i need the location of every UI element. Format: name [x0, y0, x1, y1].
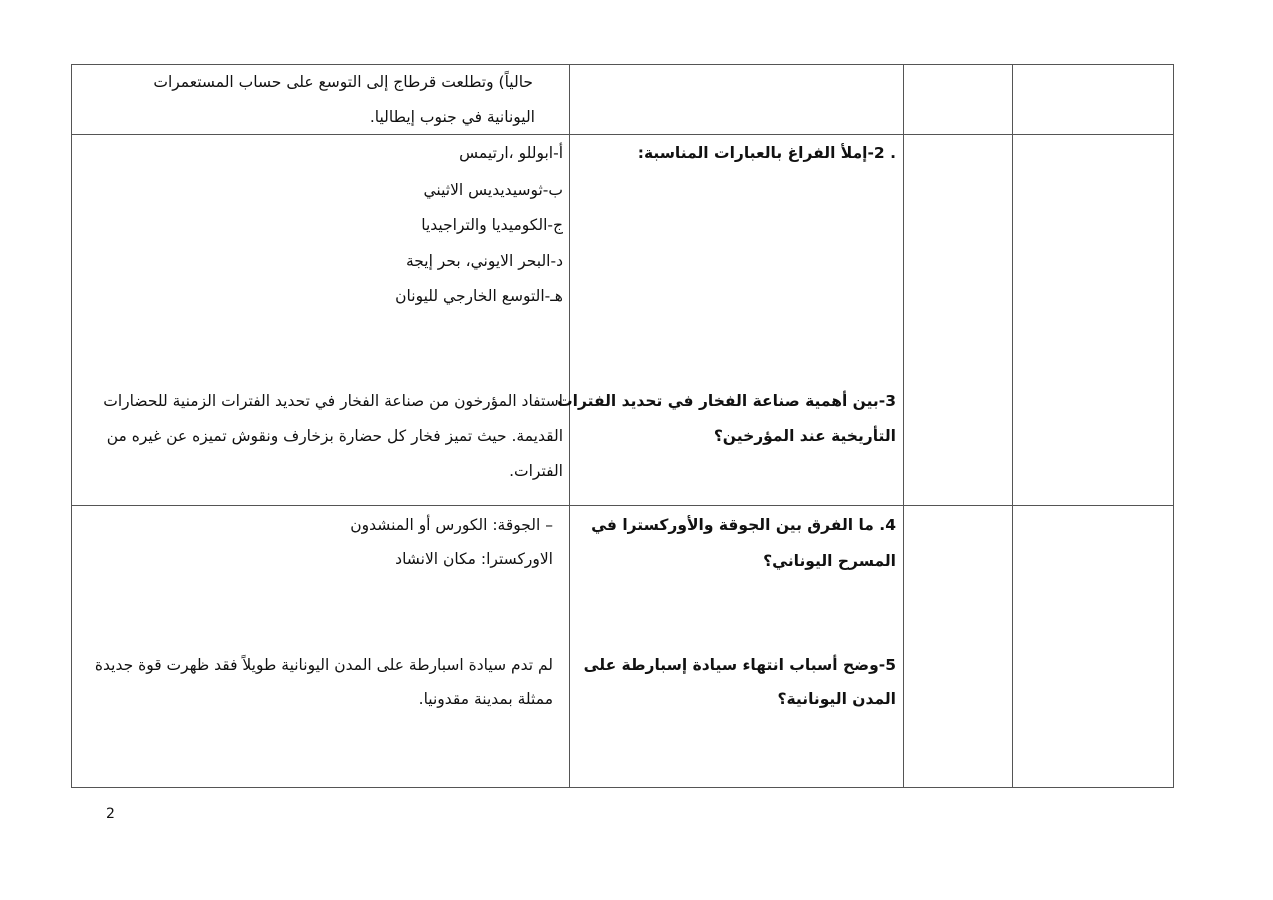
answer-continuation-line-2: اليونانية في جنوب إيطاليا. — [369, 108, 535, 126]
question-3-line-2: التأريخية عند المؤرخين؟ — [713, 427, 896, 445]
answer-2e: هـ-التوسع الخارجي لليونان — [395, 287, 563, 305]
question-4-line-2: المسرح اليوناني؟ — [763, 552, 896, 570]
column-divider-questions — [903, 64, 904, 788]
question-5-line-2: المدن اليونانية؟ — [777, 690, 896, 708]
answer-2c: ج-الكوميديا والتراجيديا — [421, 216, 563, 234]
column-divider-answers — [569, 64, 570, 788]
answer-3-line-3: الفترات. — [509, 462, 563, 480]
table-border-left — [71, 64, 72, 788]
answer-5-line-1: لم تدم سيادة اسبارطة على المدن اليونانية طويلاً فقد ظهرت قوة جديدة — [94, 656, 553, 674]
answer-5-line-2: ممثلة بمدينة مقدونيا. — [418, 690, 553, 708]
row-divider-2 — [71, 505, 1174, 506]
answer-3-line-2: القديمة. حيث تميز فخار كل حضارة بزخارف ونقوش تميزه عن غيره من — [106, 427, 563, 445]
question-4-line-1: 4. ما الفرق بين الجوقة والأوركسترا في — [591, 516, 896, 534]
answer-2b: ب-ثوسيديديس الاثيني — [423, 181, 563, 199]
row-divider-1 — [71, 134, 1174, 135]
table-border-bottom — [71, 787, 1174, 788]
answer-4-line-2: الاوركسترا: مكان الانشاد — [395, 550, 553, 568]
answer-2a: أ-ابوللو ،ارتيمس — [459, 144, 563, 162]
column-divider-3 — [1012, 64, 1013, 788]
question-3-line-1: 3-بين أهمية صناعة الفخار في تحديد الفترات — [557, 392, 896, 410]
answer-3-line-1: استفاد المؤرخون من صناعة الفخار في تحديد الفترات الزمنية للحضارات — [103, 392, 563, 410]
page-number: 2 — [106, 806, 115, 822]
table-border-top — [71, 64, 1174, 65]
answer-2d: د-البحر الايوني، بحر إيجة — [405, 252, 563, 270]
answer-4-line-1: – الجوقة: الكورس أو المنشدون — [350, 516, 553, 534]
question-2: . 2-إملأ الفراغ بالعبارات المناسبة: — [637, 144, 896, 162]
question-5-line-1: 5-وضح أسباب انتهاء سيادة إسبارطة على — [583, 656, 896, 674]
answer-continuation-line-1: حالياً) وتطلعت قرطاج إلى التوسع على حساب المستعمرات — [153, 73, 533, 91]
table-border-right — [1173, 64, 1174, 788]
